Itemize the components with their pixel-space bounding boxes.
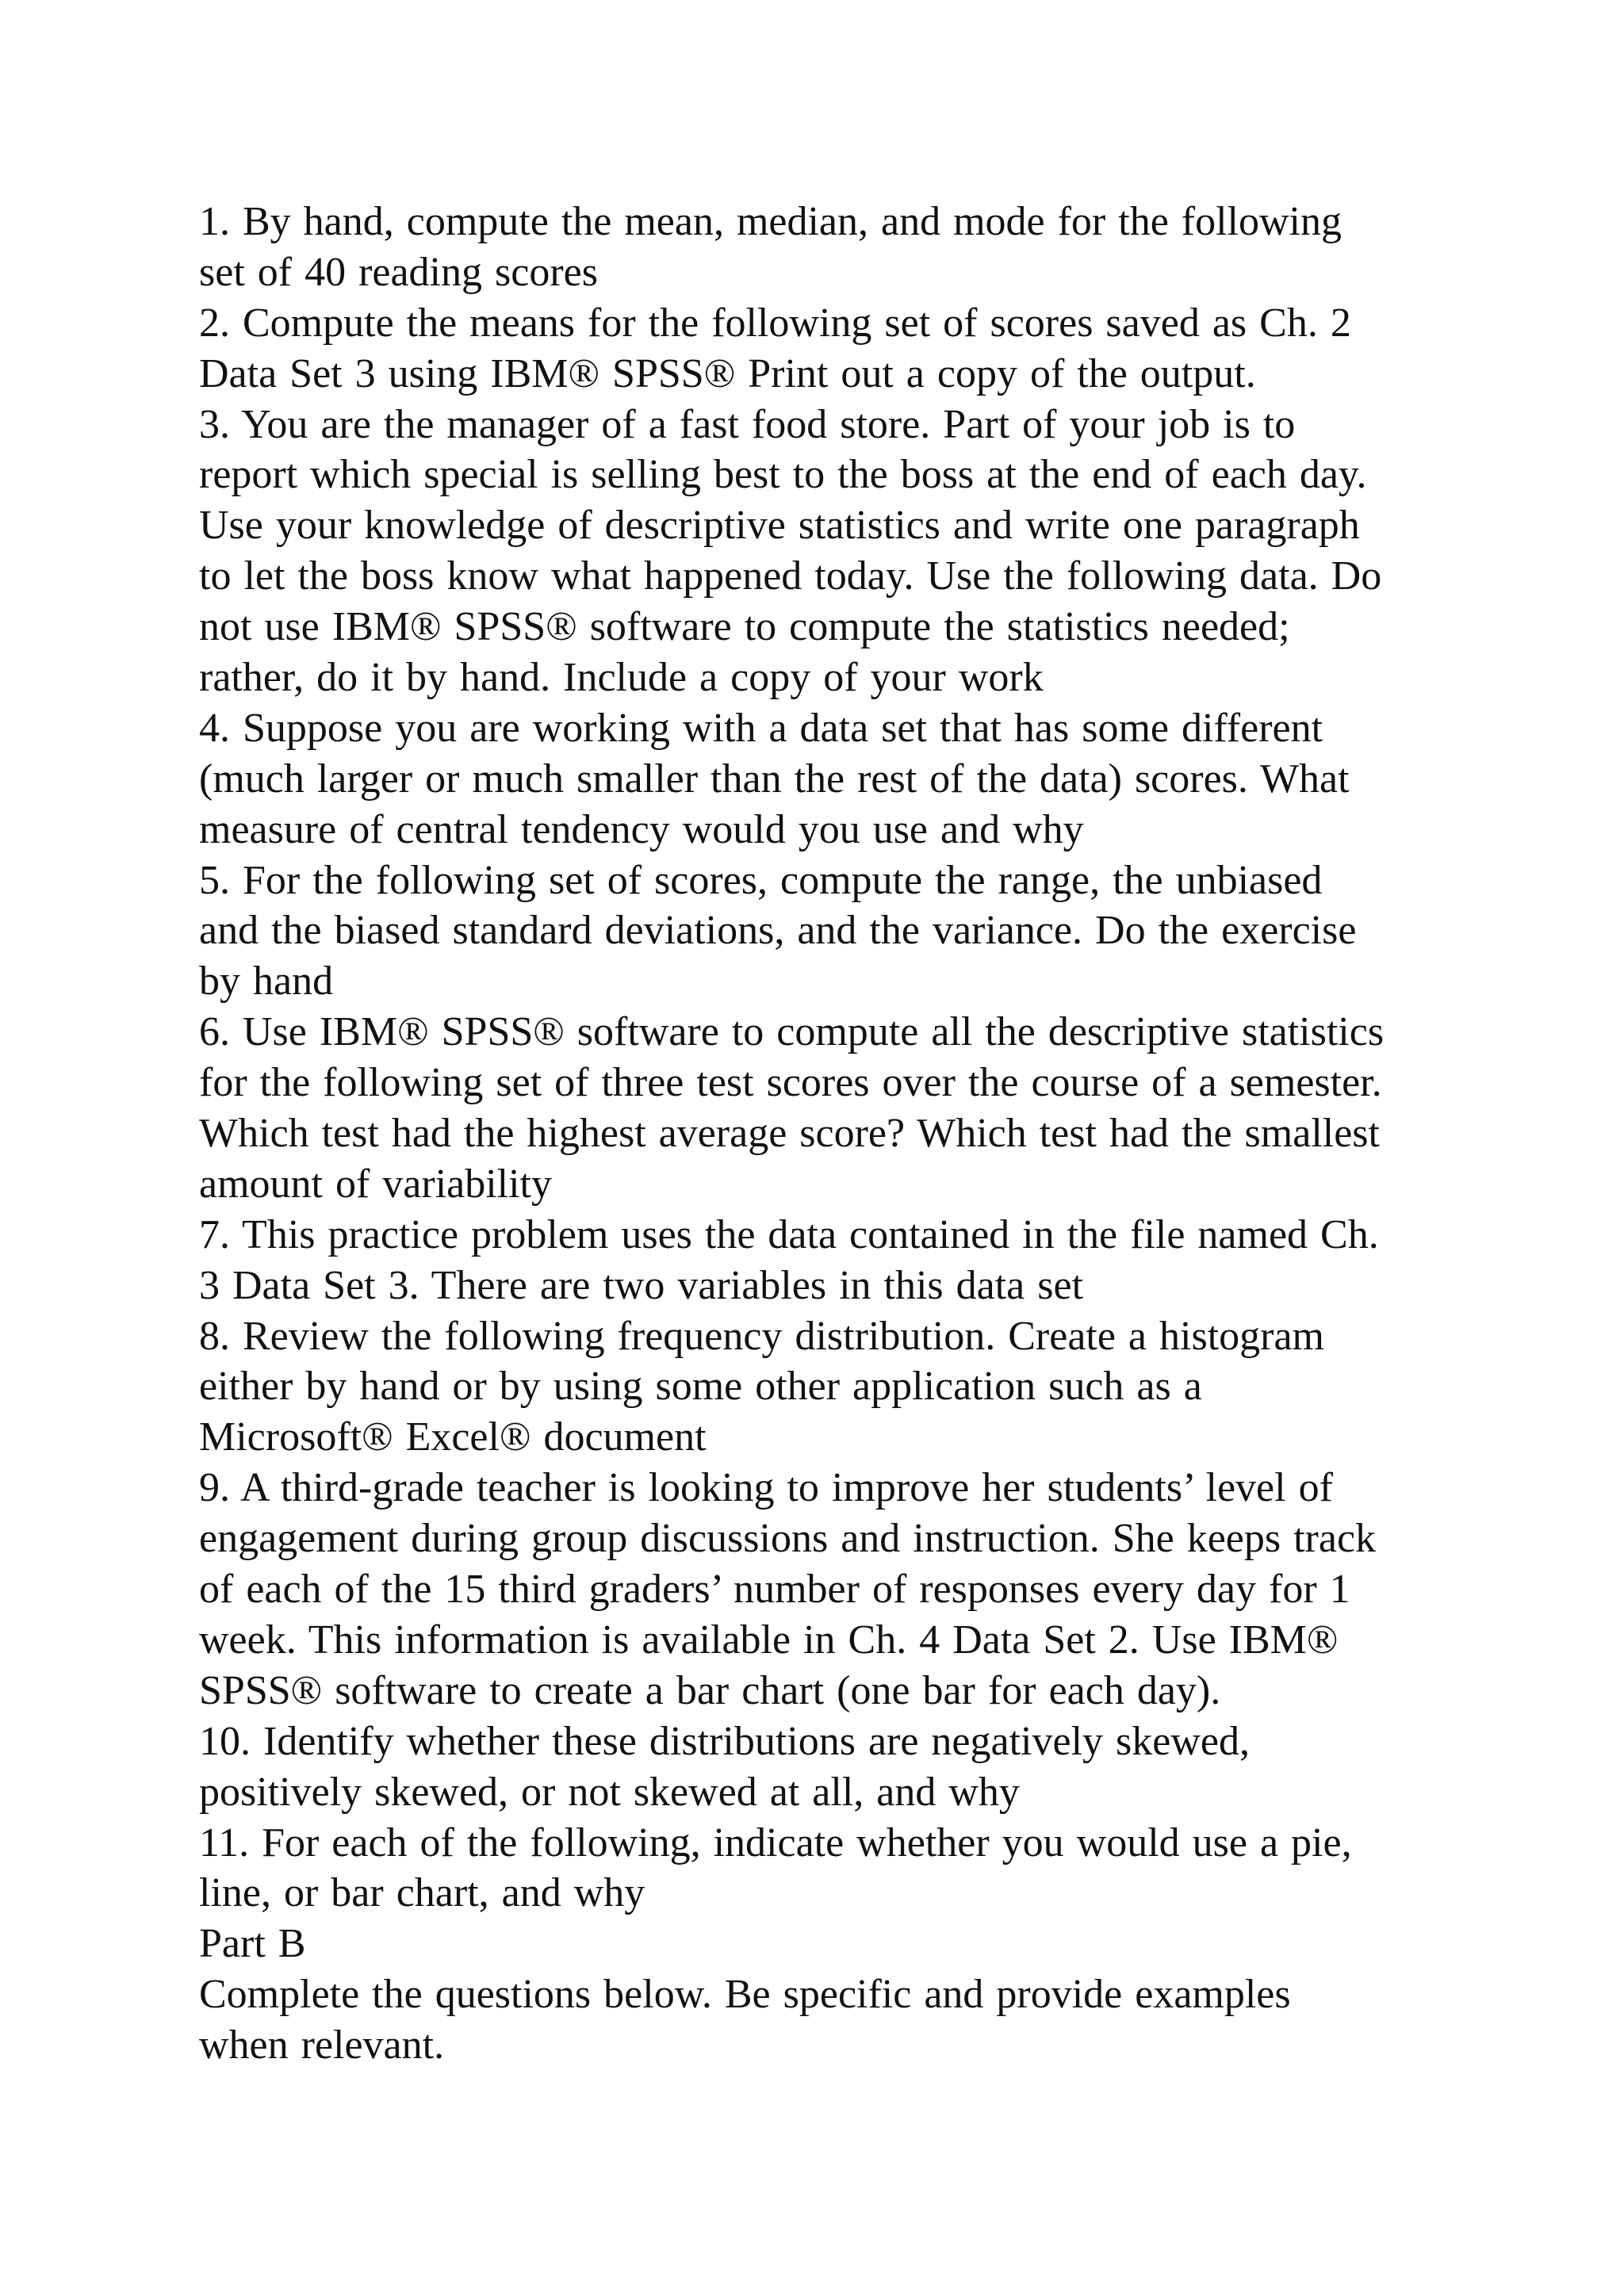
text-line: not use IBM® SPSS® software to compute the statistics needed; [199,604,1290,650]
text-line: 4. Suppose you are working with a data set that has some different [199,705,1323,751]
text-line: 8. Review the following frequency distribution. Create a histogram [199,1313,1324,1359]
text-line: Use your knowledge of descriptive statistics and write one paragraph [199,503,1360,549]
text-line: amount of variability [199,1161,553,1207]
text-line: engagement during group discussions and instruction. She keeps track [199,1516,1377,1562]
text-line: 10. Identify whether these distributions are negatively skewed, [199,1718,1250,1764]
text-line: Which test had the highest average score? Which test had the smallest [199,1111,1380,1157]
text-line: line, or bar chart, and why [199,1870,645,1916]
text-line: week. This information is available in Ch. 4 Data Set 2. Use IBM® [199,1617,1339,1663]
text-line: 11. For each of the following, indicate whether you would use a pie, [199,1820,1352,1866]
text-line: by hand [199,959,334,1004]
text-line: 9. A third-grade teacher is looking to improve her students’ level of [199,1465,1333,1511]
text-line: to let the boss know what happened today. Use the following data. Do [199,553,1382,599]
text-line: of each of the 15 third graders’ number of responses every day for 1 [199,1567,1350,1613]
text-line: for the following set of three test scores over the course of a semester. [199,1060,1382,1106]
document-body [199,197,1452,2071]
text-line: set of 40 reading scores [199,249,598,295]
text-line: Microsoft® Excel® document [199,1414,707,1460]
text-line: report which special is selling best to the boss at the end of each day. [199,452,1367,498]
text-line: either by hand or by using some other application such as a [199,1364,1202,1410]
text-line: (much larger or much smaller than the rest of the data) scores. What [199,756,1350,802]
text-line: SPSS® software to create a bar chart (one bar for each day). [199,1667,1221,1713]
text-line: 5. For the following set of scores, compute the range, the unbiased [199,857,1323,903]
text-line: 3. You are the manager of a fast food store. Part of your job is to [199,401,1296,447]
text-line: Data Set 3 using IBM® SPSS® Print out a copy of the output. [199,350,1256,396]
text-line: positively skewed, or not skewed at all, and why [199,1769,1020,1815]
text-line: Complete the questions below. Be specific and provide examples [199,1972,1291,2018]
text-line: and the biased standard deviations, and the variance. Do the exercise [199,908,1357,954]
text-line: 6. Use IBM® SPSS® software to compute all the descriptive statistics [199,1009,1385,1055]
text-line: 1. By hand, compute the mean, median, and mode for the following [199,199,1342,244]
section-heading: Part B [199,1921,306,1967]
text-line: when relevant. [199,2022,445,2068]
text-line: measure of central tendency would you use and why [199,806,1084,852]
text-line: rather, do it by hand. Include a copy of your work [199,655,1044,701]
text-line: 3 Data Set 3. There are two variables in this data set [199,1262,1084,1308]
text-line: 2. Compute the means for the following set of scores saved as Ch. 2 [199,300,1351,346]
text-line: 7. This practice problem uses the data contained in the file named Ch. [199,1211,1379,1257]
